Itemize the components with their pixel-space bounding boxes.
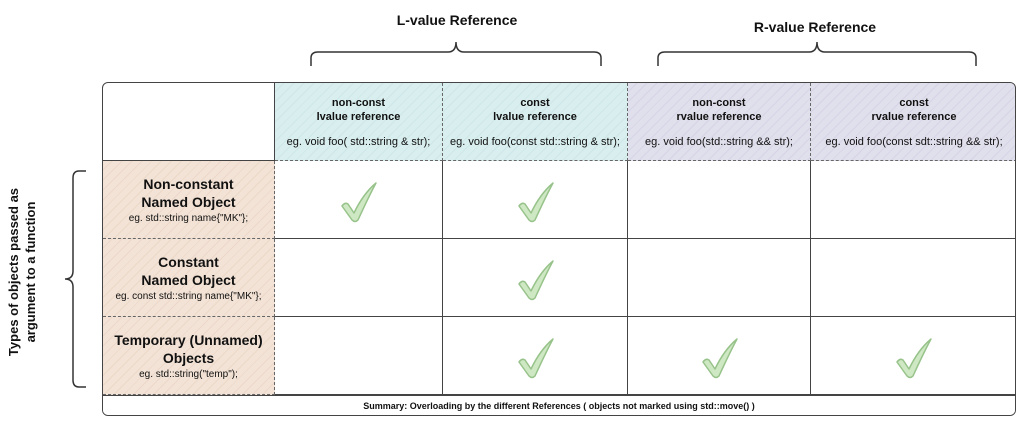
table-cell [628, 317, 811, 395]
side-label [5, 162, 49, 382]
table-cell [443, 317, 628, 395]
table-cell [275, 239, 443, 317]
table-cell [811, 239, 1016, 317]
col-header-const-lvalue [443, 83, 628, 161]
col-header-line1: non-const [331, 97, 386, 109]
row-header-line2: Objects [162, 350, 215, 366]
table-cell [275, 317, 443, 395]
col-header-line2: lvalue reference [316, 111, 401, 123]
rvalue-brace [655, 38, 979, 68]
col-header-line2: lvalue reference [493, 111, 577, 123]
side-label-line1: Types of objects passed as [6, 187, 21, 357]
col-header-line2: rvalue reference [676, 111, 762, 123]
col-header-line2: rvalue reference [871, 111, 957, 123]
table-cell [443, 161, 628, 239]
col-header-example: eg. void foo(const sdt::string && str); [825, 136, 1003, 148]
summary-footer: Summary: Overloading by the different References ( objects not marked using std::move() ) [103, 395, 1015, 416]
table-cell [628, 239, 811, 317]
col-header-const-rvalue [811, 83, 1016, 161]
col-header-nonconst-rvalue [628, 83, 811, 161]
table-cell [275, 161, 443, 239]
row-header-line2: Named Object [141, 194, 236, 210]
table-cell [443, 239, 628, 317]
row-header-const-named [103, 239, 275, 317]
row-header-line2: Named Object [141, 272, 236, 288]
row-header-temporary [103, 317, 275, 395]
table-cell [811, 317, 1016, 395]
row-header-line1: Constant [158, 254, 219, 270]
side-label-line2: argument to a function [23, 201, 38, 343]
col-header-line1: const [520, 97, 550, 109]
col-header-example: eg. void foo(const std::string & str); [450, 136, 620, 148]
lvalue-brace [308, 36, 604, 68]
corner-cell [103, 83, 275, 161]
col-header-example: eg. void foo( std::string & str); [286, 136, 431, 148]
row-group-brace [60, 168, 90, 390]
row-header-example: eg. std::string name{"MK"}; [128, 213, 249, 224]
row-header-line1: Temporary (Unnamed) [114, 332, 263, 348]
reference-table [102, 82, 1016, 416]
row-header-example: eg. const std::string name{"MK"}; [115, 291, 262, 302]
row-header-example: eg. std::string("temp"); [139, 369, 238, 380]
col-header-nonconst-lvalue [275, 83, 443, 161]
row-header-nonconst-named [103, 161, 275, 239]
col-header-line1: const [899, 97, 929, 109]
rvalue-group-title: R-value Reference [753, 19, 877, 35]
table-cell [628, 161, 811, 239]
table-cell [811, 161, 1016, 239]
row-header-line1: Non-constant [143, 176, 234, 192]
col-header-example: eg. void foo(std::string && str); [645, 136, 793, 148]
lvalue-group-title: L-value Reference [396, 12, 518, 28]
col-header-line1: non-const [692, 97, 746, 109]
